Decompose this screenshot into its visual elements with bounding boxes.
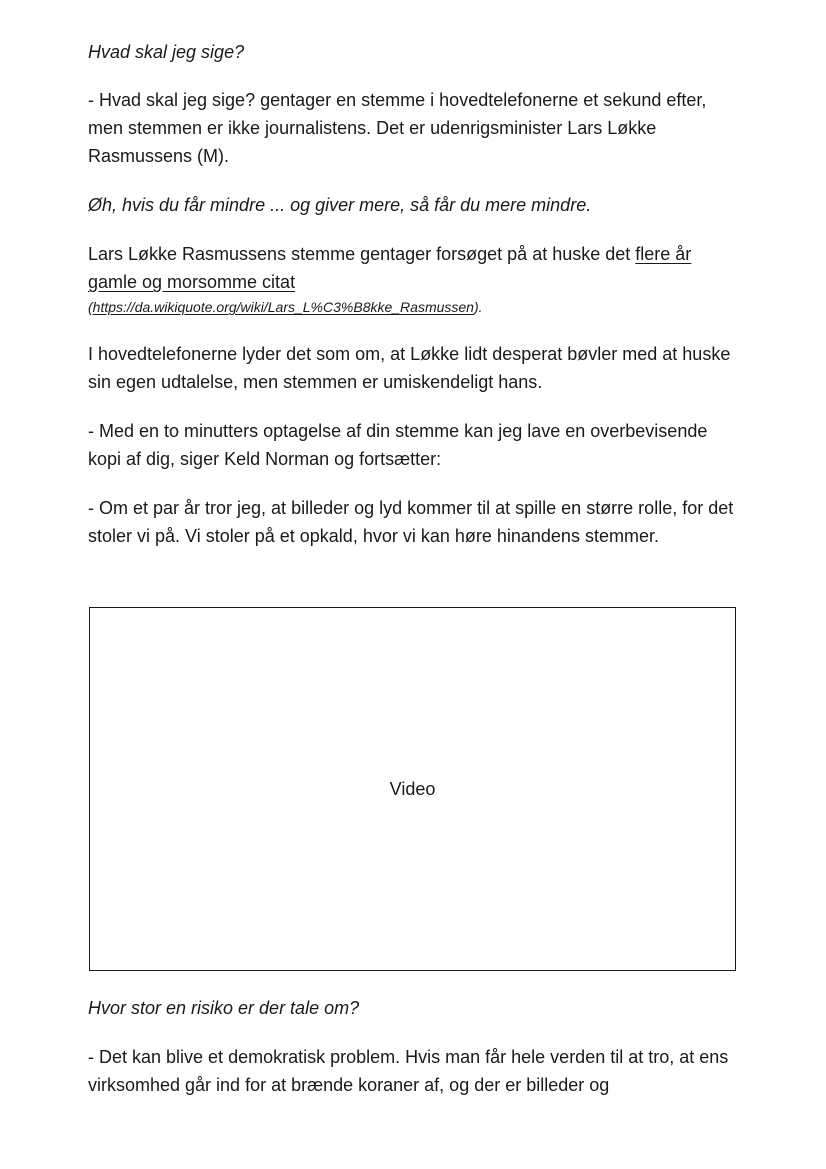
paragraph: I hovedtelefonerne lyder det som om, at Løkke lidt desperat bøvler med at huske sin egen udtalelse, men stemmen er umiskendeligt hans. [88,344,731,392]
citat-link[interactable]: flere år gamle og morsomme citat [88,244,692,292]
paragraph: - Det kan blive et demokratisk problem. Hvis man får hele verden til at tro, at ens virksomhed går ind for at brænde koraner af, og der er billeder og [88,1047,729,1095]
wikiquote-url-link[interactable]: https://da.wikiquote.org/wiki/Lars_L%C3%B8kke_Rasmussen [92,299,474,315]
url-open-paren: ( [88,299,93,315]
paragraph: - Om et par år tror jeg, at billeder og lyd kommer til at spille en større rolle, for det stoler vi på. Vi stoler på et opkald, hvor vi kan høre hinandens stemmer. [88,498,734,546]
paragraph: - Med en to minutters optagelse af din stemme kan jeg lave en overbevisende kopi af dig, siger Keld Norman og fortsætter: [88,421,708,469]
article-body-continued [88,994,740,1099]
quote-paragraph: Øh, hvis du får mindre ... og giver mere, så får du mere mindre. [88,195,592,215]
interview-question: Hvor stor en risiko er der tale om? [88,998,360,1018]
paragraph: - Hvad skal jeg sige? gentager en stemme i hovedtelefonerne et sekund efter, men stemmen er ikke journalistens. Det er udenrigsminister Lars Løkke Rasmussens (M). [88,90,707,166]
paragraph-with-link [88,240,740,296]
interview-question: Hvad skal jeg sige? [88,42,245,62]
url-line [88,296,740,318]
video-placeholder[interactable] [89,607,736,971]
article-body [88,38,740,550]
paragraph-text: Lars Løkke Rasmussens stemme gentager forsøget på at huske det [88,244,636,264]
video-label: Video [389,778,436,799]
url-close-paren: ). [473,299,483,315]
